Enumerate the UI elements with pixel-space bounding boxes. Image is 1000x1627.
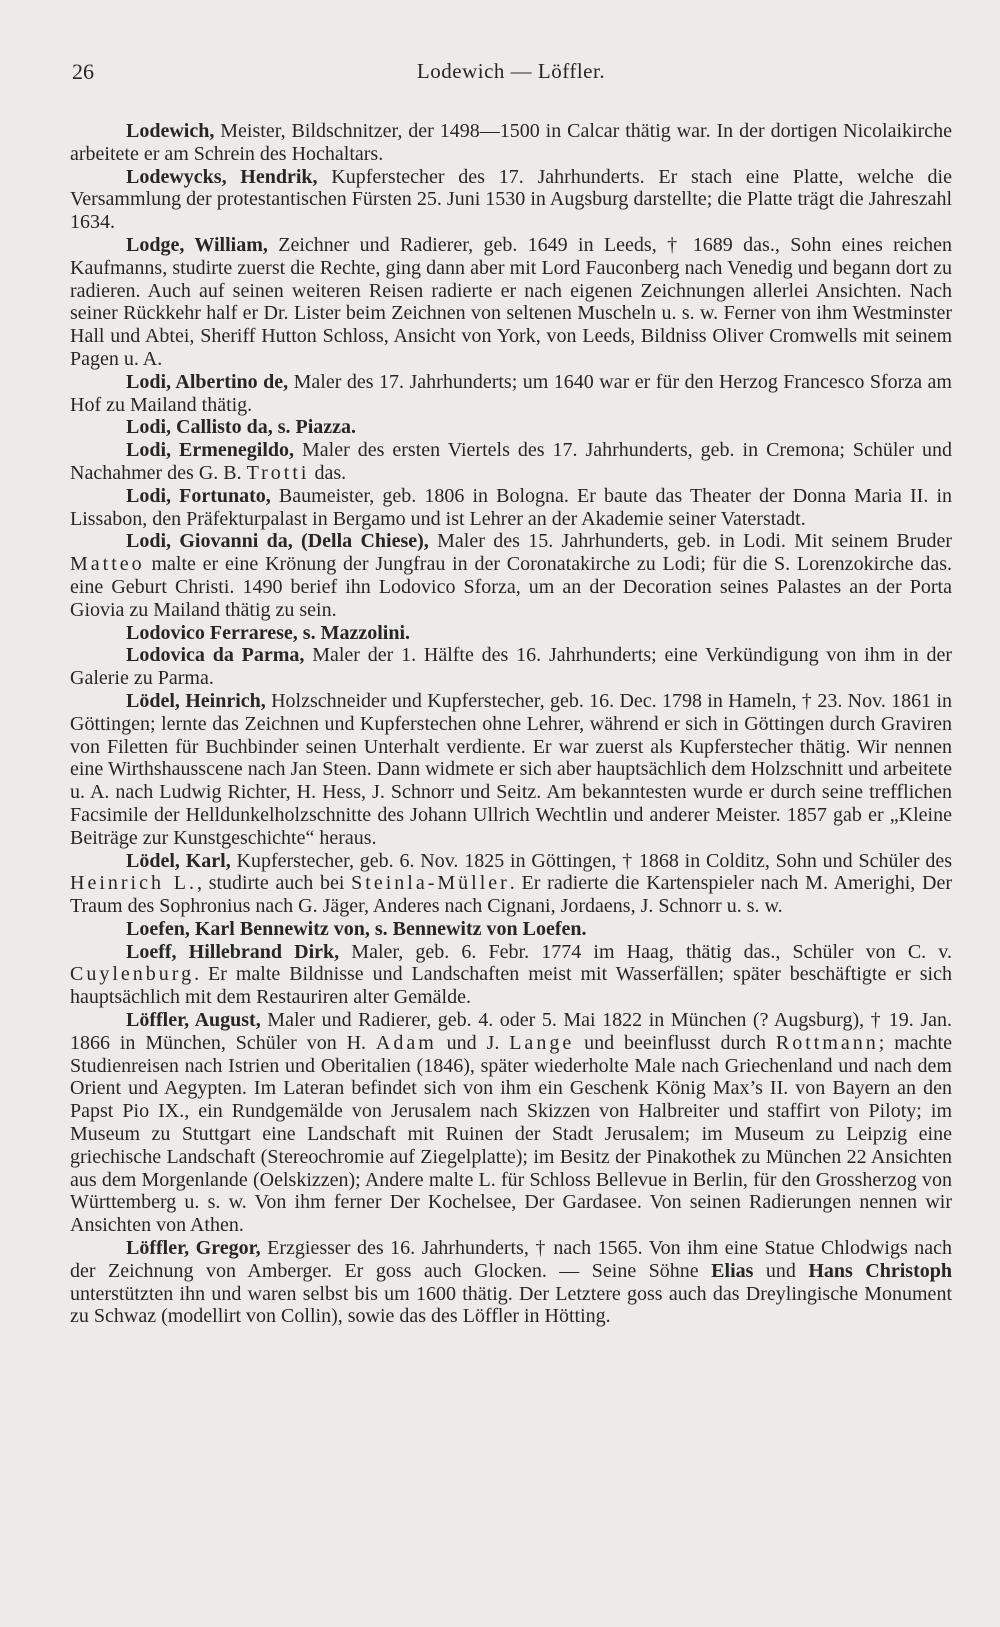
dictionary-entries [70, 120, 952, 1328]
entry-text: Kupferstecher des 17. Jahrhunderts. Er stach eine Platte, welche die Versammlung der protestantischen Fürsten 25. Juni 1530 in Augsburg darstellte; die Platte trägt die Jahreszahl 1634. [70, 165, 952, 234]
entry-lodewich [70, 120, 952, 166]
entry-text: . Er radierte die Kartenspieler nach M. Amerighi, Der Traum des Sophronius nach G. Jäger, Anderes nach Cignani, Jordaens, J. Schnorr u. s. w. [70, 872, 952, 918]
entry-lodi-giovanni [70, 530, 952, 621]
entry-text: und [753, 1259, 809, 1282]
entry-headword: Lodge, William, [126, 233, 268, 256]
bold-name: Hans Christoph [808, 1259, 953, 1282]
spaced-name: Heinrich L. [70, 872, 197, 895]
entry-headword: Lodovica da Parma, [126, 644, 305, 667]
entry-headword: Lodi, Callisto da, s. Piazza. [126, 416, 357, 439]
spaced-name: Matteo [70, 553, 145, 576]
page-number: 26 [72, 59, 94, 84]
entry-headword: Lodovico Ferrarese, s. Mazzolini. [126, 621, 411, 644]
entry-text: Zeichner und Radierer, geb. 1649 in Leeds, † 1689 das., Sohn eines reichen Kaufmanns, studirte zuerst die Rechte, ging dann aber mit Lord Fauconberg nach Venedig und begann dort zu radieren. Auch auf seinen weiteren Reisen radierte er nach eigenen Zeichnungen allerlei Ansichten. Nach seiner Rückkehr half er Dr. Lister beim Zeichnen von seltenen Muscheln u. s. w. Ferner von ihm Westminster Hall und Abtei, Sheriff Hutton Schloss, Ansicht von York, von Leeds, Bildniss Oliver Cromwells mit seinem Pagen u. A. [70, 233, 952, 370]
entry-text: Holzschneider und Kupferstecher, geb. 16. Dec. 1798 in Hameln, † 23. Nov. 1861 in Göttingen; lernte das Zeichnen und Kupferstechen ohne Lehrer, während er sich in Göttingen durch Graviren von Filetten für Buchbinder seinen Unterhalt verdiente. Er war zuerst als Kupferstecher thätig. Wir nennen eine Wirthshausscene nach Jan Steen. Dann widmete er sich aber hauptsächlich dem Holzschnitt und arbeitete u. A. nach Ludwig Richter, H. Hess, J. Schnorr und Seitz. Am bekanntesten wurde er durch seine trefflichen Facsimile der Helldunkelholzschnitte des Johann Ullrich Wechtlin und anderer Meister. 1857 gab er „Kleine Beiträge zur Kunstgeschichte“ heraus. [70, 689, 953, 849]
spaced-name: Adam [375, 1031, 437, 1054]
entry-text: Baumeister, geb. 1806 in Bologna. Er baute das Theater der Donna Maria II. in Lissabon, den Präfekturpalast in Bergamo und ist Lehrer an der Akademie seiner Vaterstadt. [70, 484, 953, 530]
entry-text: , studirte auch bei [196, 872, 352, 895]
entry-text: und J. [436, 1031, 510, 1054]
entry-text: Maler, geb. 6. Febr. 1774 im Haag, thätig das., Schüler von C. v. [339, 940, 952, 963]
entry-text: das. [309, 461, 347, 484]
entry-text: unterstützten ihn und waren selbst bis um 1600 thätig. Der Letztere goss auch das Dreylingische Monument zu Schwaz (modellirt von Collin), sowie das des Löffler in Hötting. [70, 1282, 952, 1328]
entry-headword: Löffler, August, [126, 1009, 261, 1032]
entry-headword: Loefen, Karl Bennewitz von, s. Bennewitz von Loefen. [126, 917, 587, 940]
entry-text: Maler des 15. Jahrhunderts, geb. in Lodi. Mit seinem Bruder [428, 530, 952, 553]
entry-lodi-fortunato [70, 485, 952, 531]
entry-text: Meister, Bildschnitzer, der 1498—1500 in Calcar thätig war. In der dortigen Nicolaikirche arbeitete er am Schrein des Hochaltars. [70, 120, 952, 165]
entry-lodi-callisto [70, 416, 952, 439]
entry-lodge [70, 234, 952, 371]
entry-text: . Er malte Bildnisse und Landschaften meist mit Wasserfällen; später beschäftigte er sich hauptsächlich mit dem Restauriren alter Gemälde. [70, 963, 952, 1009]
entry-headword: Lodewycks, Hendrik, [126, 165, 318, 188]
entry-lodovico-ferrarese [70, 622, 952, 645]
entry-text: Maler der 1. Hälfte des 16. Jahrhunderts; eine Verkündigung von ihm in der Galerie zu Parma. [70, 644, 952, 690]
entry-headword: Loeff, Hillebrand Dirk, [126, 940, 340, 963]
entry-text: Kupferstecher, geb. 6. Nov. 1825 in Göttingen, † 1868 in Colditz, Sohn und Schüler des [230, 849, 953, 872]
entry-lodovica-da-parma [70, 644, 952, 690]
entry-headword: Lödel, Heinrich, [126, 689, 266, 712]
entry-headword: Lodi, Ermenegildo, [126, 439, 294, 462]
entry-lodi-ermenegildo [70, 439, 952, 485]
spaced-name: Lange [509, 1031, 575, 1054]
entry-lodi-albertino [70, 371, 952, 417]
entry-text: malte er eine Krönung der Jungfrau in der Coronatakirche zu Lodi; für die S. Lorenzokirche das. eine Geburt Christi. 1490 berief ihn Lodovico Sforza, um an der Decoration seines Palastes an der Porta Giovia zu Mailand thätig zu sein. [70, 553, 952, 621]
entry-headword: Lödel, Karl, [126, 849, 231, 872]
entry-text: Maler und Radierer, geb. 4. oder 5. Mai 1822 in München (? Augsburg), † 19. Jan. 1866 in München, Schüler von H. [70, 1009, 952, 1054]
entry-loeff [70, 941, 952, 1009]
entry-loeffler-gregor [70, 1237, 952, 1328]
spaced-name: Cuylenburg [70, 963, 195, 986]
entry-loedel-heinrich [70, 690, 952, 850]
spaced-name: Steinla-Müller [351, 872, 510, 895]
bold-name: Elias [711, 1259, 754, 1282]
entry-text: und beeinflusst durch [574, 1031, 776, 1054]
entry-text: Maler des ersten Viertels des 17. Jahrhunderts, geb. in Cremona; Schüler und Nachahmer des G. B. [70, 439, 952, 484]
entry-headword: Lodewich, [126, 120, 215, 142]
entry-text: Maler des 17. Jahrhunderts; um 1640 war er für den Herzog Francesco Sforza am Hof zu Mailand thätig. [70, 370, 952, 416]
entry-lodewycks [70, 166, 952, 234]
entry-headword: Lodi, Fortunato, [126, 484, 271, 507]
entry-loeffler-august [70, 1009, 952, 1237]
entry-text: ; machte Studienreisen nach Istrien und Oberitalien (1846), später wiederholte Male nach Griechenland und nach dem Orient und Aegypten. Im Lateran befindet sich von ihm ein Geschenk König Max’s II. von Bayern an den Papst Pio IX., ein Rundgemälde von Jerusalem nach Skizzen von Halbreiter und staffirt von Piloty; im Museum zu Stuttgart eine Landschaft mit Ruinen der Stadt Jerusalem; im Museum zu Leipzig eine griechische Landschaft (Stereochromie auf Ziegelplatte); im Besitz der Pinakothek zu München 22 Ansichten aus dem Morgenlande (Oelskizzen); Andere malte L. für Schloss Bellevue in Berlin, für den Grossherzog von Württemberg u. s. w. Von ihm ferner Der Kochelsee, Der Gardasee. Von seinen Radierungen nennen wir Ansichten von Athen. [70, 1031, 952, 1237]
entry-loefen [70, 918, 952, 941]
entry-headword: Löffler, Gregor, [126, 1237, 261, 1260]
page-header [70, 56, 952, 96]
spaced-name: Rottmann [775, 1031, 879, 1054]
entry-text: Erzgiesser des 16. Jahrhunderts, † nach 1565. Von ihm eine Statue Chlodwigs nach der Zeichnung von Amberger. Er goss auch Glocken. — Seine Söhne [70, 1237, 952, 1282]
entry-headword: Lodi, Albertino de, [126, 370, 289, 393]
entry-headword: Lodi, Giovanni da, (Della Chiese), [126, 530, 429, 553]
running-head: Lodewich — Löffler. [416, 59, 606, 83]
entry-loedel-karl [70, 850, 952, 918]
spaced-name: Trotti [246, 461, 310, 484]
